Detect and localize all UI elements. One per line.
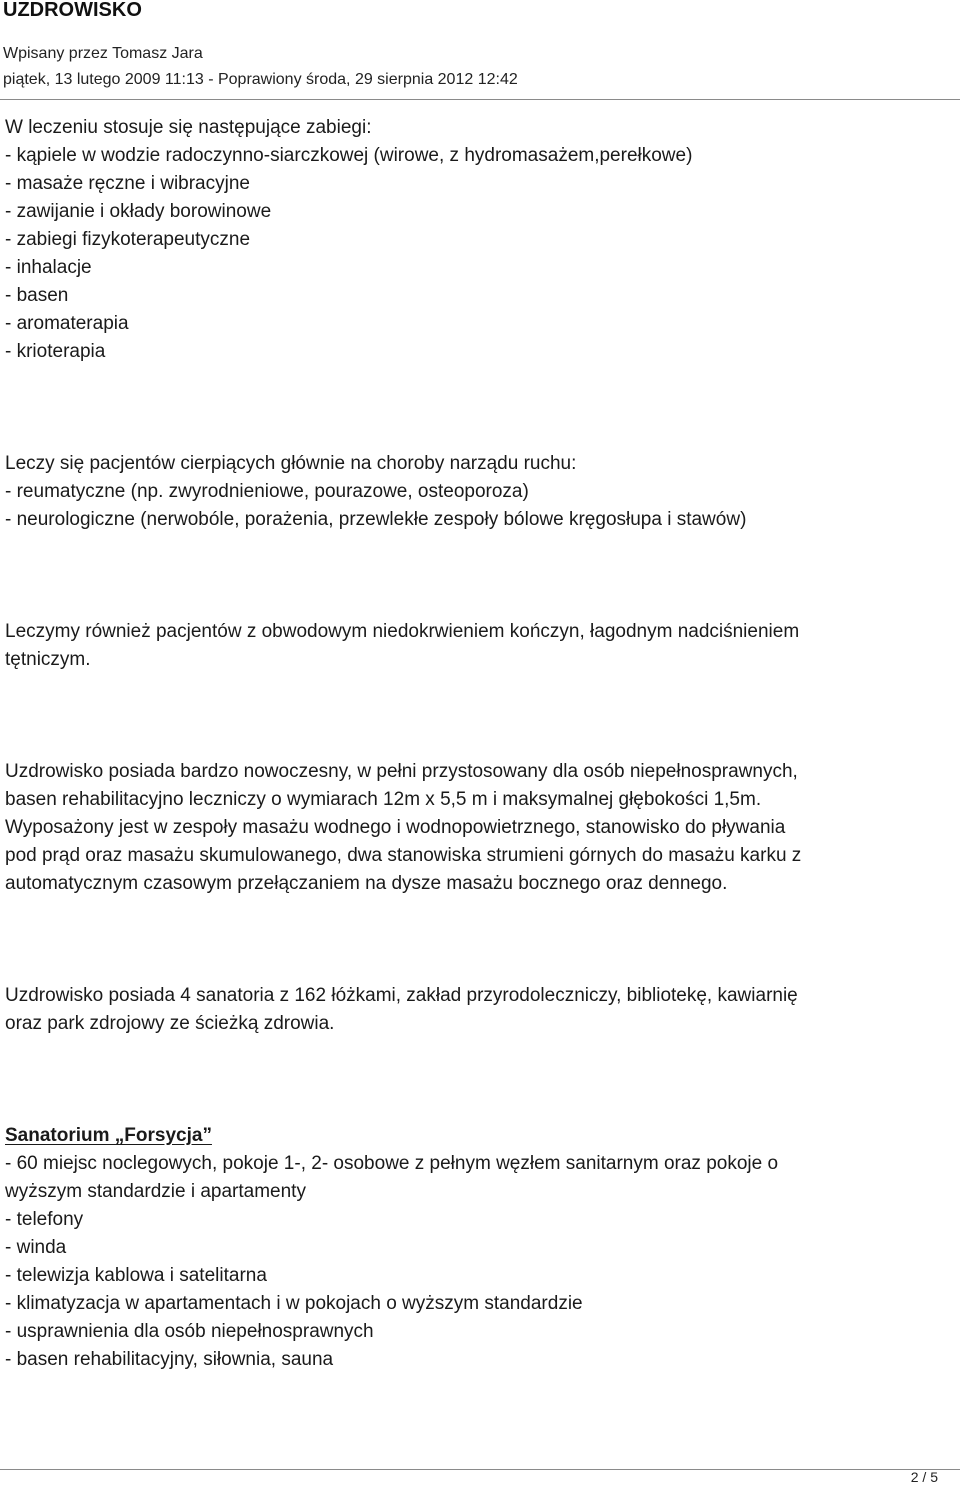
forsycja-section [5,1122,955,1374]
footer-divider [0,1469,960,1470]
list-item: - klimatyzacja w apartamentach i w pokojach o wyższym standardzie [5,1293,583,1314]
list-item: - neurologiczne (nerwobóle, porażenia, przewlekłe zespoły bólowe kręgosłupa i stawów) [5,509,747,530]
list-item: - reumatyczne (np. zwyrodnieniowe, pourazowe, osteoporoza) [5,481,529,502]
list-item: wyższym standardzie i apartamenty [5,1181,306,1202]
paragraph-line: Wyposażony jest w zespoły masażu wodnego i wodnopowietrznego, stanowisko do pływania [5,817,786,838]
paragraph-line: Uzdrowisko posiada bardzo nowoczesny, w pełni przystosowany dla osób niepełnosprawnych, [5,761,798,782]
list-item: - telewizja kablowa i satelitarna [5,1265,267,1286]
paragraph-line: Leczymy również pacjentów z obwodowym niedokrwieniem kończyn, łagodnym nadciśnieniem [5,621,800,642]
paragraph-line: basen rehabilitacyjno leczniczy o wymiarach 12m x 5,5 m i maksymalnej głębokości 1,5m. [5,789,762,810]
header-divider [0,99,960,100]
list-item: - krioterapia [5,341,106,362]
paragraph-line: oraz park zdrojowy ze ścieżką zdrowia. [5,1013,335,1034]
page-number: 2 / 5 [910,1469,938,1485]
list-item: - masaże ręczne i wibracyjne [5,173,250,194]
list-item: - zawijanie i okłady borowinowe [5,201,272,222]
list-item: - basen rehabilitacyjny, siłownia, sauna [5,1349,334,1370]
section-heading: Sanatorium „Forsycja” [5,1125,212,1146]
conditions-intro: Leczy się pacjentów cierpiących głównie na choroby narządu ruchu: [5,453,577,474]
list-item: - telefony [5,1209,84,1230]
paragraph-line: Uzdrowisko posiada 4 sanatoria z 162 łóżkami, zakład przyrodoleczniczy, bibliotekę, kawiarnię [5,985,798,1006]
author-line: Wpisany przez Tomasz Jara [3,45,203,62]
list-item: - 60 miejsc noclegowych, pokoje 1-, 2- osobowe z pełnym węzłem sanitarnym oraz pokoje o [5,1153,779,1174]
date-line: piątek, 13 lutego 2009 11:13 - Poprawiony środa, 29 sierpnia 2012 12:42 [3,71,518,88]
document-title: UZDROWISKO [3,0,142,21]
treatments-intro: W leczeniu stosuje się następujące zabiegi: [5,117,372,138]
paragraph-line: tętniczym. [5,649,91,670]
paragraph-line: pod prąd oraz masażu skumulowanego, dwa stanowiska strumieni górnych do masażu karku z [5,845,802,866]
list-item: - winda [5,1237,67,1258]
list-item: - basen [5,285,69,306]
list-item: - aromaterapia [5,313,129,334]
facilities-paragraph [5,982,955,1038]
list-item: - kąpiele w wodzie radoczynno-siarczkowej (wirowe, z hydromasażem,perełkowe) [5,145,693,166]
circulation-paragraph [5,618,955,674]
paragraph-line: automatycznym czasowym przełączaniem na dysze masażu bocznego oraz dennego. [5,873,728,894]
list-item: - inhalacje [5,257,92,278]
pool-paragraph [5,758,955,898]
list-item: - zabiegi fizykoterapeutyczne [5,229,251,250]
treatments-section [5,114,955,366]
conditions-section [5,450,955,534]
list-item: - usprawnienia dla osób niepełnosprawnych [5,1321,374,1342]
